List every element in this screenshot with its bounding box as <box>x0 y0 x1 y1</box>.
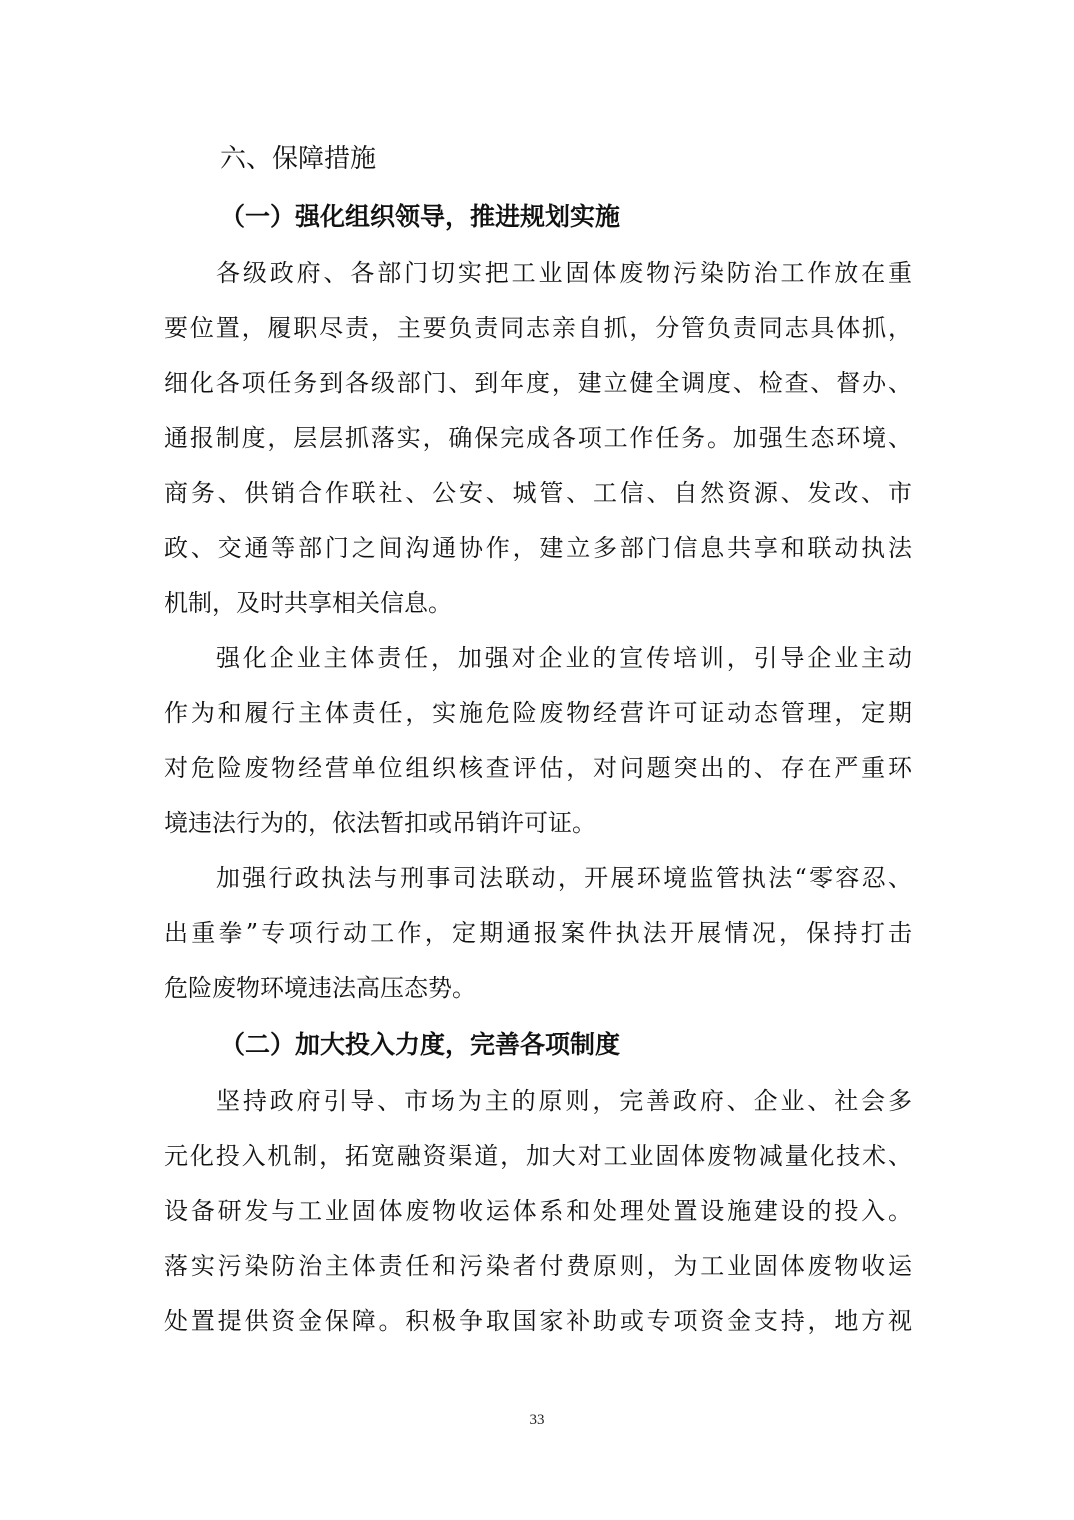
paragraph-line: 坚持政府引导、市场为主的原则，完善政府、企业、社会多 <box>216 1087 912 1115</box>
paragraph-line: 细化各项任务到各级部门、到年度，建立健全调度、检查、督办、 <box>164 369 912 397</box>
paragraph-line: 落实污染防治主体责任和污染者付费原则，为工业固体废物收运 <box>164 1252 912 1280</box>
paragraph-line: 商务、供销合作联社、公安、城管、工信、自然资源、发改、市 <box>164 479 912 507</box>
paragraph-line: 处置提供资金保障。积极争取国家补助或专项资金支持，地方视 <box>164 1307 912 1335</box>
paragraph-line: 危险废物环境违法高压态势。 <box>164 974 476 1002</box>
paragraph <box>164 1074 912 1349</box>
paragraph-line: 各级政府、各部门切实把工业固体废物污染防治工作放在重 <box>216 259 912 287</box>
page-number: 33 <box>529 1412 545 1428</box>
page-content <box>164 130 912 1349</box>
paragraph-line: 对危险废物经营单位组织核查评估，对问题突出的、存在严重环 <box>164 754 912 782</box>
paragraph-line: 要位置，履职尽责，主要负责同志亲自抓，分管负责同志具体抓， <box>164 314 912 342</box>
paragraph <box>164 851 912 1016</box>
paragraph-line: 设备研发与工业固体废物收运体系和处理处置设施建设的投入。 <box>164 1197 912 1225</box>
paragraph <box>164 246 912 631</box>
paragraph <box>164 631 912 851</box>
paragraph-line: 出重拳”专项行动工作，定期通报案件执法开展情况，保持打击 <box>164 919 912 947</box>
subsection-heading: （一）强化组织领导，推进规划实施 <box>220 202 621 231</box>
paragraph-line: 加强行政执法与刑事司法联动，开展环境监管执法“零容忍、 <box>216 864 912 892</box>
paragraph-line: 机制，及时共享相关信息。 <box>164 589 452 617</box>
paragraph-line: 强化企业主体责任，加强对企业的宣传培训，引导企业主动 <box>216 644 912 672</box>
subsection-heading: （二）加大投入力度，完善各项制度 <box>220 1030 621 1059</box>
paragraph-line: 元化投入机制，拓宽融资渠道，加大对工业固体废物减量化技术、 <box>164 1142 912 1170</box>
paragraph-line: 作为和履行主体责任，实施危险废物经营许可证动态管理，定期 <box>164 699 912 727</box>
section-heading: 六、保障措施 <box>220 144 377 174</box>
paragraph-line: 境违法行为的，依法暂扣或吊销许可证。 <box>164 809 596 837</box>
paragraph-line: 通报制度，层层抓落实，确保完成各项工作任务。加强生态环境、 <box>164 424 912 452</box>
paragraph-line: 政、交通等部门之间沟通协作，建立多部门信息共享和联动执法 <box>164 534 912 562</box>
